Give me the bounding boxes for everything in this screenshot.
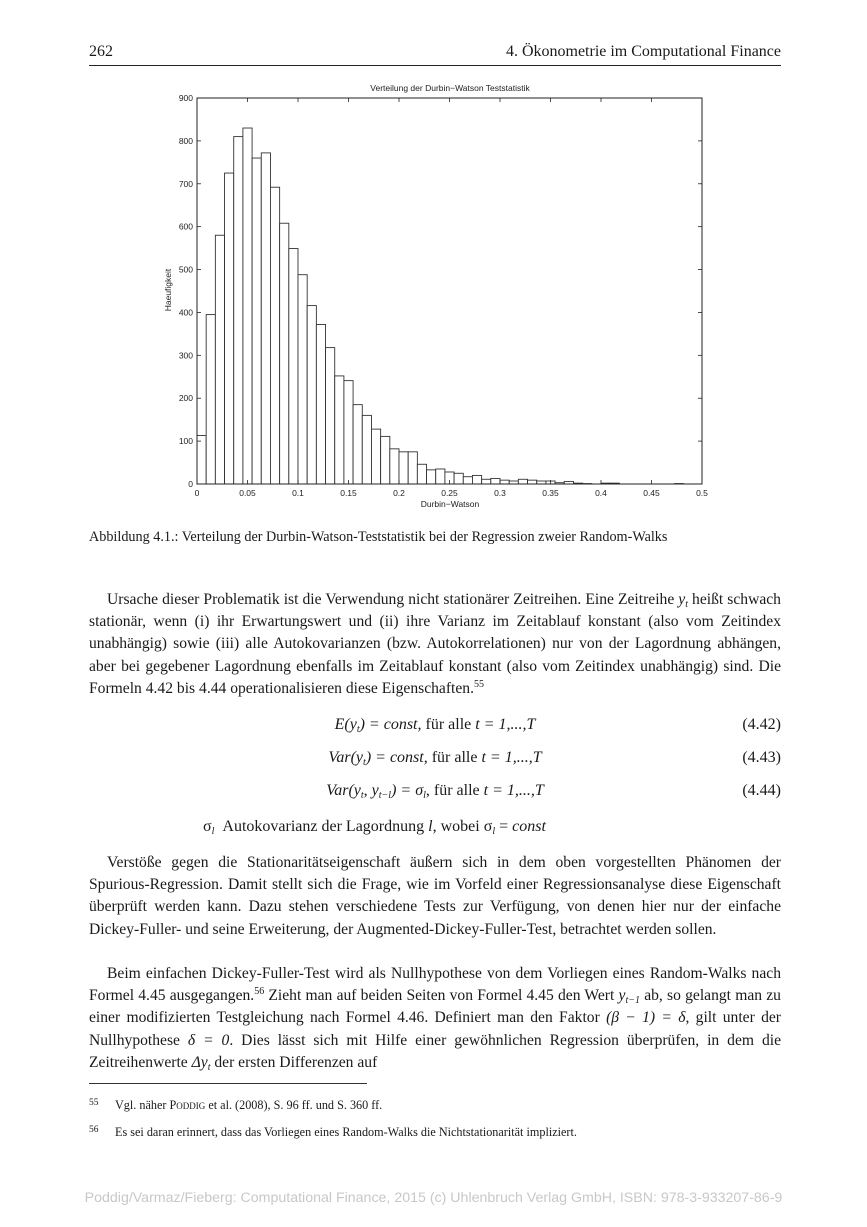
histogram-bar [371, 429, 380, 484]
x-tick-label: 0.45 [643, 488, 660, 498]
y-tick-label: 900 [178, 93, 193, 103]
histogram-chart [150, 78, 730, 518]
histogram-bar [289, 249, 298, 484]
histogram-bar [206, 315, 215, 484]
histogram-bar [243, 128, 252, 484]
text: heißt schwach stationär, wenn (i) ihr Erwartungswert und (ii) ihre Varianz im Zeitablauf konstant (also vom Zeitindex unabhängig) sowie (iii) alle Autokovarianzen (bzw. Autokorrelationen) nur von der Lagordnung abhängen, aber bei gegebener Lagordnung ebenfalls im Zeitablauf konstant (also vom Zeitindex unabhängig) sind. Die Formeln 4.42 bis 4.44 operationalisieren diese Eigenschaften. [89, 591, 781, 697]
y-tick-label: 700 [178, 178, 193, 189]
paragraph-spurious-regression [89, 852, 781, 941]
histogram-bar [234, 137, 243, 484]
histogram-bar [427, 470, 436, 484]
eq-sub: t [360, 790, 364, 801]
histogram-bar [463, 477, 472, 484]
text: Verstöße gegen die Stationaritätseigenschaft äußern sich in dem oben vorgestellten Phänomen der Spurious-Regression. Damit stellt sich die Frage, wie im Vorfeld einer Regressionsanalyse diese Eigenschaft überprüft werden kann. Dazu stehen verschiedene Tests zur Verfügung, von denen hier nur der einfache Dickey-Fuller- und seine Erweiterung, der Augmented-Dickey-Fuller-Test, betrachtet werden sollen. [89, 854, 781, 938]
copyright-watermark: Poddig/Varmaz/Fieberg: Computational Finance, 2015 (c) Uhlenbruch Verlag GmbH, ISBN: 978-3-933207-86-9 [84, 1190, 783, 1206]
histogram-bar [335, 376, 344, 484]
histogram-bar [270, 187, 279, 484]
histogram-bar [500, 480, 509, 484]
histogram-bar [399, 452, 408, 484]
equation-number: (4.44) [742, 782, 781, 799]
x-tick-label: 0.35 [542, 488, 559, 498]
histogram-bar [518, 479, 527, 484]
x-tick-label: 0.3 [494, 488, 506, 498]
x-axis-label: Durbin−Watson [420, 499, 480, 509]
eq-lhs: Var(y [328, 749, 364, 766]
y-tick-label: 100 [178, 436, 193, 447]
text: ab, so gelangt man zu einer modifizierten Testgleichung nach Formel 4.46. Definiert man den Faktor [89, 987, 781, 1027]
math-var: y [678, 591, 686, 608]
histogram-bar [491, 478, 500, 484]
histogram-bar [252, 158, 261, 484]
histogram-bar [215, 235, 224, 484]
footnote-divider [89, 1083, 367, 1084]
text: = [495, 818, 513, 835]
x-tick-label: 0 [194, 488, 200, 498]
y-axis-label: Haeufigkeit [163, 268, 173, 312]
eq-lhs: E(y [334, 716, 357, 733]
y-tick-label: 200 [178, 393, 193, 404]
math-const: const [512, 818, 546, 835]
x-tick-label: 0.2 [393, 488, 405, 498]
running-header [89, 43, 781, 66]
histogram-bar [454, 473, 463, 484]
eq-sub: t [356, 724, 360, 735]
eq-rhs: ) = const, [365, 749, 428, 766]
x-tick-label: 0.5 [696, 488, 708, 498]
histogram-bar [353, 405, 362, 484]
histogram-bar [225, 173, 234, 484]
text: et al. (2008), S. 96 ff. und S. 360 ff. [205, 1098, 383, 1112]
chapter-title: 4. Ökonometrie im Computational Finance [505, 43, 781, 60]
y-tick-label: 500 [178, 264, 193, 275]
histogram-bar [390, 449, 399, 484]
eq-text: , für alle [425, 782, 484, 799]
equation-4-44 [89, 782, 781, 804]
histogram-bar [307, 306, 316, 484]
paragraph-stationarity [89, 589, 781, 700]
eq-sub: l [423, 790, 426, 801]
histogram-bar [298, 275, 307, 484]
def-symbol: σ [203, 818, 212, 835]
y-tick-label: 0 [188, 479, 193, 489]
text: Beim einfachen Dickey-Fuller-Test wird als Nullhypothese von dem Vorliegen eines Random-Walks nach Formel 4.45 ausgegangen. [89, 965, 781, 1005]
def-sub: l [492, 826, 496, 837]
def-sub: l [211, 826, 215, 837]
histogram-bar [197, 436, 206, 484]
math-sub: t−1 [625, 995, 640, 1007]
eq-mid: , y [363, 782, 379, 799]
math-sub: t [685, 599, 688, 610]
text: Zieht man auf beiden Seiten von Formel 4.45 den Wert [264, 987, 619, 1005]
histogram-bar [381, 436, 390, 484]
histogram-bar [316, 324, 325, 484]
histogram-bar [472, 475, 481, 484]
text: , wobei [432, 818, 484, 835]
footnote-ref-56[interactable]: 56 [254, 986, 265, 998]
equation-number: (4.42) [742, 716, 781, 733]
text: , gilt unter der Nullhypothese [89, 1009, 781, 1049]
paragraph-dickey-fuller [89, 963, 781, 1074]
chart-title: Verteilung der Durbin−Watson Teststatistik [370, 83, 530, 93]
y-tick-label: 800 [178, 135, 193, 146]
footnote-56 [89, 1125, 577, 1140]
footnote-number: 56 [89, 1125, 99, 1135]
y-tick-label: 300 [178, 350, 193, 361]
x-tick-label: 0.4 [595, 488, 607, 498]
text: . Dies lässt sich mit Hilfe einer gewöhnlichen Regression überprüfen, in dem die Zeitreihenwerte [89, 1031, 781, 1071]
eq-lhs: Var(y [326, 782, 361, 799]
y-tick-label: 400 [178, 307, 193, 318]
math-expr: (β − 1) = δ [606, 1009, 686, 1027]
eq-sub: t−l [378, 790, 392, 801]
x-tick-label: 0.25 [441, 488, 458, 498]
eq-cond: t = 1,...,T [475, 716, 536, 733]
symbol-definition [203, 818, 546, 836]
x-tick-label: 0.15 [340, 488, 357, 498]
bars-group [197, 128, 684, 484]
x-tick-label: 0.05 [239, 488, 256, 498]
equation-4-43 [89, 749, 781, 771]
histogram-figure [150, 78, 730, 518]
eq-sub: t [363, 757, 366, 768]
footnote-ref-55[interactable]: 55 [473, 678, 484, 690]
page-number: 262 [89, 43, 113, 60]
histogram-bar [344, 381, 353, 484]
histogram-bar [326, 348, 335, 484]
histogram-bar [280, 223, 289, 484]
eq-rhs: ) = const, [359, 716, 422, 733]
author-name: Poddig [169, 1098, 206, 1112]
eq-text: für alle [421, 716, 476, 733]
histogram-bar [417, 464, 426, 484]
y-tick-label: 600 [178, 221, 193, 232]
histogram-bar [408, 452, 417, 484]
histogram-bar [261, 153, 270, 484]
histogram-bar [362, 415, 371, 484]
histogram-bar [436, 469, 445, 484]
text: der ersten Differenzen auf [210, 1053, 378, 1071]
text: Vgl. näher [115, 1098, 170, 1112]
eq-cond: t = 1,...,T [481, 749, 542, 766]
footnote-number: 55 [89, 1098, 99, 1108]
eq-cond: t = 1,...,T [483, 782, 544, 799]
eq-rhs: ) = σ [391, 782, 424, 799]
math-expr: Δy [191, 1053, 208, 1071]
footnote-55 [89, 1098, 382, 1113]
text: Ursache dieser Problematik ist die Verwendung nicht stationärer Zeitreihen. Eine Zeitreihe [107, 591, 679, 608]
math-sub: t [207, 1061, 211, 1073]
text: Autokovarianz der Lagordnung [222, 818, 429, 835]
text: Es sei daran erinnert, dass das Vorliegen eines Random-Walks die Nichtstationarität impliziert. [115, 1125, 577, 1139]
math-var: y [618, 987, 626, 1005]
histogram-bar [528, 480, 537, 484]
x-tick-label: 0.1 [292, 488, 304, 498]
equation-4-42 [89, 716, 781, 738]
histogram-bar [482, 479, 491, 484]
equation-number: (4.43) [742, 749, 781, 766]
math-var: l [428, 818, 433, 835]
figure-caption: Abbildung 4.1.: Verteilung der Durbin-Watson-Teststatistik bei der Regression zweier Random-Walks [89, 529, 668, 545]
math-sigma: σ [483, 818, 493, 835]
math-expr: δ = 0 [187, 1031, 230, 1049]
eq-text: für alle [427, 749, 482, 766]
